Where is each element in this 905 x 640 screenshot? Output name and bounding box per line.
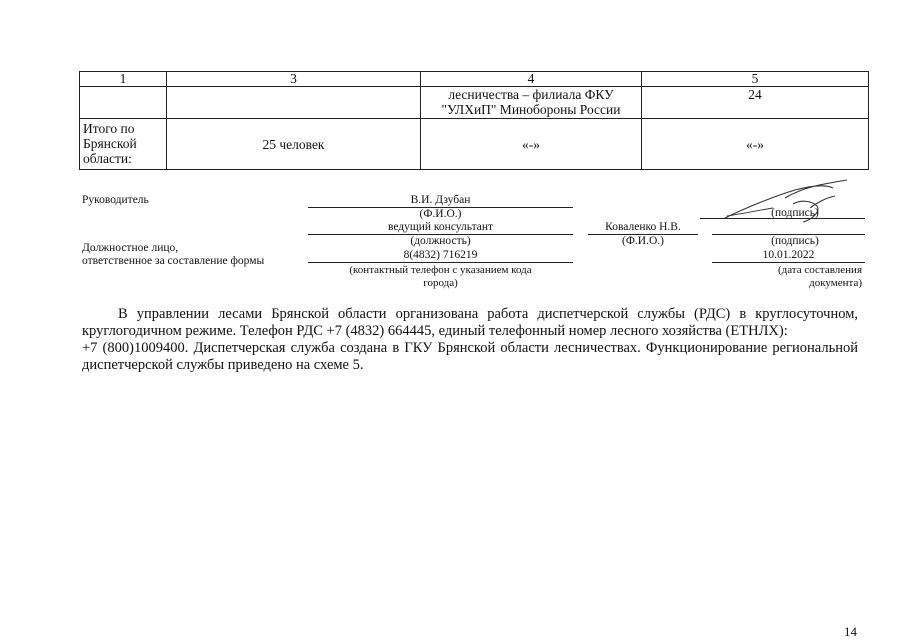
official-position-caption: (должность) <box>410 235 471 247</box>
document-date: 10.01.2022 <box>762 249 815 261</box>
total-label-line-1: Итого по <box>83 121 135 136</box>
table-header-cell-5: 5 <box>642 72 869 87</box>
phone-caption-line-1: (контактный телефон с указанием кода <box>349 264 532 276</box>
page-number: 14 <box>844 624 857 639</box>
paragraph-text-2: +7 (800)1009400. Диспетчерская служба создана в ГКУ Брянской области лесничествах. Функционирование региональной диспетчерской службы приведено на схеме 5. <box>82 340 858 373</box>
total-label-line-2: Брянской <box>83 136 137 151</box>
organization-line-1: лесничества – филиала ФКУ <box>448 87 614 102</box>
table-cell-dash: «-» <box>642 119 869 170</box>
dispatch-service-paragraph <box>82 306 858 374</box>
table-cell <box>80 87 167 119</box>
date-caption-line-2: документа) <box>809 277 862 289</box>
official-position: ведущий консультант <box>387 221 494 233</box>
head-label: Руководитель <box>82 194 149 206</box>
contact-phone-underline <box>308 262 573 263</box>
table-cell-count: 24 <box>642 87 869 119</box>
head-name: В.И. Дзубан <box>410 194 471 206</box>
contact-phone: 8(4832) 716219 <box>403 249 478 261</box>
head-name-caption: (Ф.И.О.) <box>419 208 462 220</box>
total-label-line-3: области: <box>83 151 132 166</box>
official-label-line-1: Должностное лицо, <box>82 242 179 254</box>
organization-line-2: "УЛХиП" Минобороны России <box>441 102 621 117</box>
table-row <box>80 87 869 119</box>
signature-caption-2: (подпись) <box>771 235 819 247</box>
paragraph-text-1: В управлении лесами Брянской области организована работа диспетчерской службы (РДС) в круглосуточном, круглогодичном режиме. Телефон РДС +7 (4832) 664445, единый телефонный номер лесного хозяйства (ЕТНЛХ): <box>82 306 858 339</box>
forestry-staff-table <box>79 71 869 170</box>
official-label-line-2: ответственное за составление формы <box>82 255 265 267</box>
table-cell-total-label <box>80 119 167 170</box>
table-header-cell-3: 3 <box>167 72 421 87</box>
table-row-total <box>80 119 869 170</box>
table-cell-total-staff: 25 человек <box>167 119 421 170</box>
official-name: Коваленко Н.В. <box>605 221 681 233</box>
signature-caption-1: (подпись) <box>771 207 819 219</box>
date-caption-line-1: (дата составления <box>777 264 862 276</box>
handwritten-signature <box>715 178 865 230</box>
table-header-cell-4: 4 <box>421 72 642 87</box>
table-header-cell-1: 1 <box>80 72 167 87</box>
table-cell-organization <box>421 87 642 119</box>
phone-caption-line-2: города) <box>423 277 458 289</box>
table-header-row <box>80 72 869 87</box>
document-date-underline <box>712 262 865 263</box>
table-cell-dash: «-» <box>421 119 642 170</box>
official-name-caption: (Ф.И.О.) <box>622 235 664 247</box>
table-cell <box>167 87 421 119</box>
